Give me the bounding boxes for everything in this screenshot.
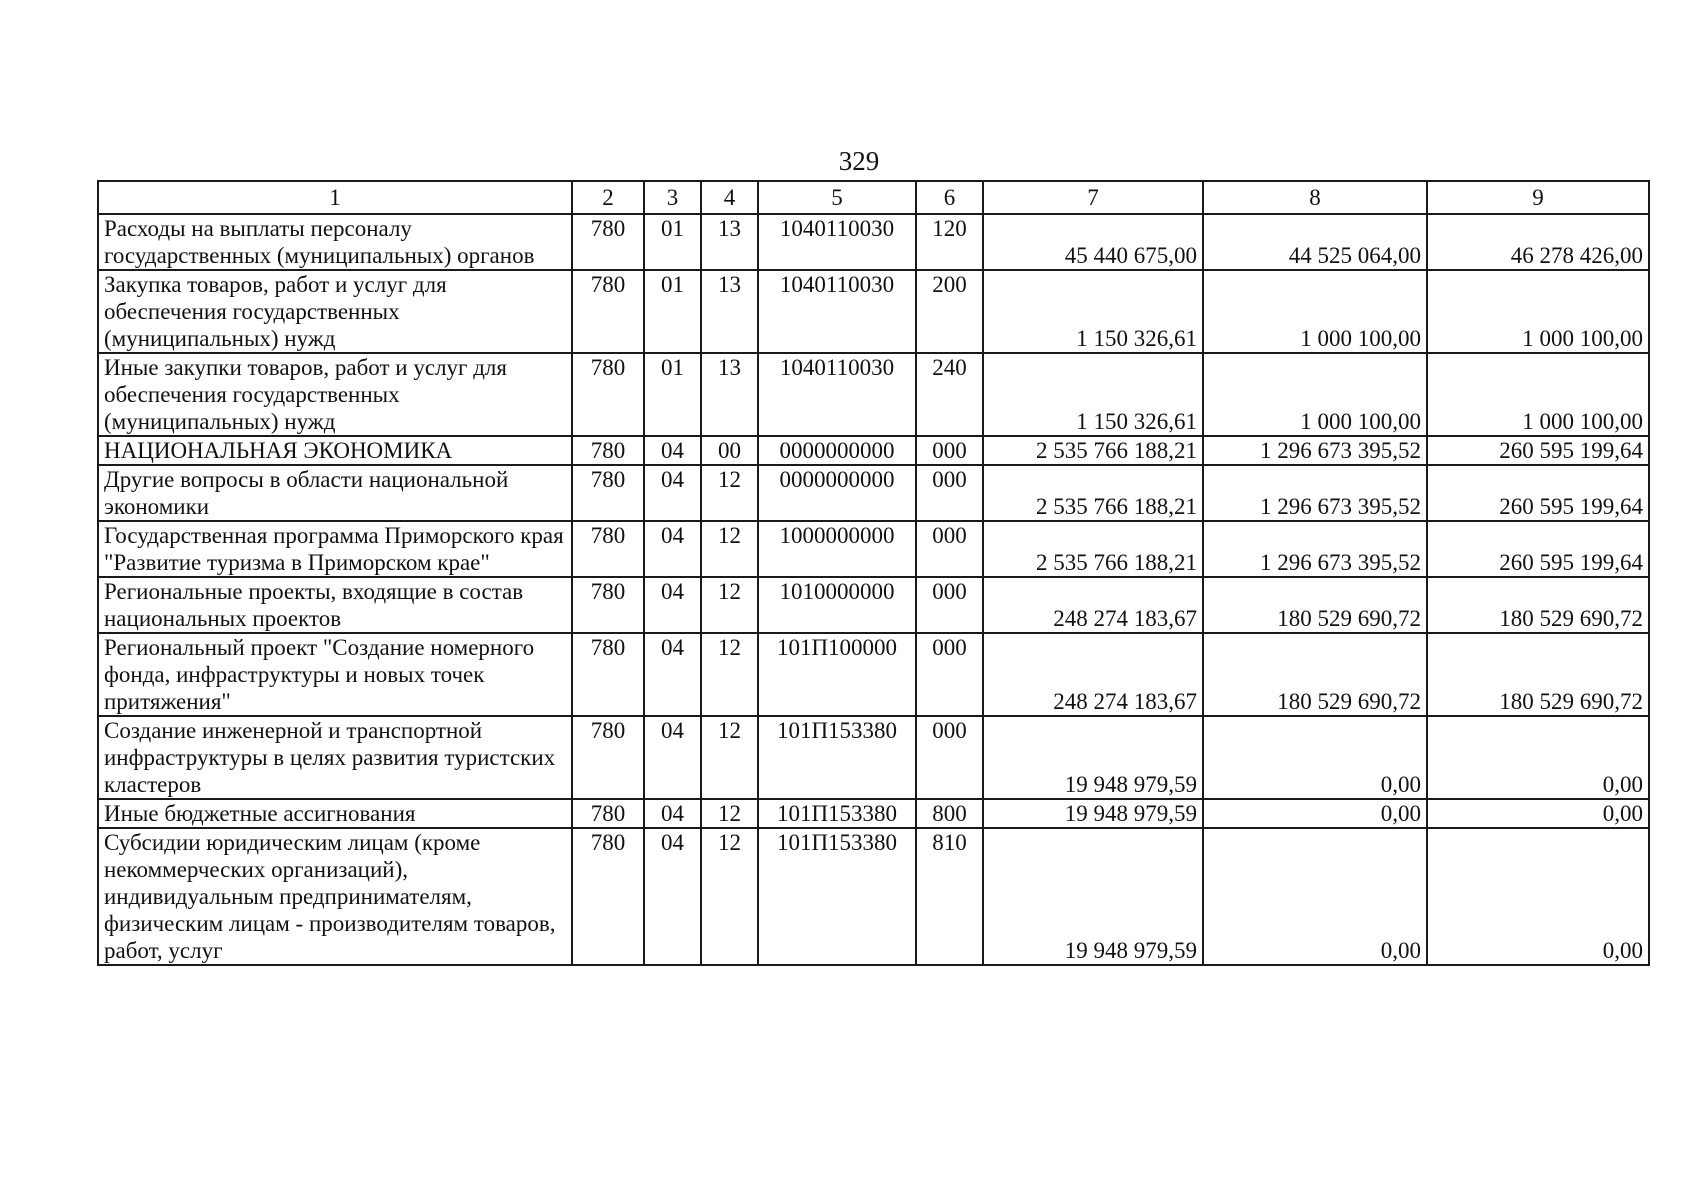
section-code: 01 bbox=[644, 270, 701, 353]
target-article-code: 0000000000 bbox=[758, 465, 916, 521]
amount-col-7: 2 535 766 188,21 bbox=[983, 465, 1203, 521]
expense-type-code: 200 bbox=[916, 270, 983, 353]
amount-col-8: 1 296 673 395,52 bbox=[1203, 436, 1427, 465]
amount-col-8: 180 529 690,72 bbox=[1203, 633, 1427, 716]
row-name: Создание инженерной и транспортной инфраструктуры в целях развития туристских кластеров bbox=[98, 716, 572, 799]
section-code: 01 bbox=[644, 214, 701, 270]
column-header: 6 bbox=[916, 181, 983, 214]
row-name: Иные бюджетные ассигнования bbox=[98, 799, 572, 828]
admin-code: 780 bbox=[572, 828, 644, 965]
admin-code: 780 bbox=[572, 353, 644, 436]
amount-col-9: 0,00 bbox=[1427, 799, 1649, 828]
column-header: 1 bbox=[98, 181, 572, 214]
column-header: 7 bbox=[983, 181, 1203, 214]
row-name: Региональный проект "Создание номерного фонда, инфраструктуры и новых точек притяжения" bbox=[98, 633, 572, 716]
amount-col-7: 2 535 766 188,21 bbox=[983, 521, 1203, 577]
row-name: Другие вопросы в области национальной экономики bbox=[98, 465, 572, 521]
expense-type-code: 000 bbox=[916, 633, 983, 716]
target-article-code: 1040110030 bbox=[758, 270, 916, 353]
admin-code: 780 bbox=[572, 799, 644, 828]
section-code: 04 bbox=[644, 577, 701, 633]
section-code: 04 bbox=[644, 465, 701, 521]
amount-col-8: 1 296 673 395,52 bbox=[1203, 465, 1427, 521]
amount-col-8: 0,00 bbox=[1203, 799, 1427, 828]
target-article-code: 101П153380 bbox=[758, 828, 916, 965]
column-header: 4 bbox=[701, 181, 758, 214]
amount-col-7: 1 150 326,61 bbox=[983, 353, 1203, 436]
subsection-code: 12 bbox=[701, 716, 758, 799]
subsection-code: 12 bbox=[701, 799, 758, 828]
expense-type-code: 000 bbox=[916, 436, 983, 465]
target-article-code: 1040110030 bbox=[758, 214, 916, 270]
amount-col-9: 260 595 199,64 bbox=[1427, 521, 1649, 577]
admin-code: 780 bbox=[572, 716, 644, 799]
target-article-code: 1040110030 bbox=[758, 353, 916, 436]
amount-col-7: 1 150 326,61 bbox=[983, 270, 1203, 353]
budget-table bbox=[97, 180, 1650, 966]
table-row bbox=[98, 577, 1649, 633]
expense-type-code: 000 bbox=[916, 577, 983, 633]
amount-col-7: 19 948 979,59 bbox=[983, 828, 1203, 965]
expense-type-code: 240 bbox=[916, 353, 983, 436]
amount-col-9: 0,00 bbox=[1427, 828, 1649, 965]
target-article-code: 101П153380 bbox=[758, 799, 916, 828]
expense-type-code: 000 bbox=[916, 521, 983, 577]
section-code: 04 bbox=[644, 799, 701, 828]
amount-col-8: 180 529 690,72 bbox=[1203, 577, 1427, 633]
section-code: 04 bbox=[644, 436, 701, 465]
amount-col-9: 180 529 690,72 bbox=[1427, 633, 1649, 716]
amount-col-7: 45 440 675,00 bbox=[983, 214, 1203, 270]
expense-type-code: 000 bbox=[916, 465, 983, 521]
admin-code: 780 bbox=[572, 436, 644, 465]
amount-col-8: 44 525 064,00 bbox=[1203, 214, 1427, 270]
table-row bbox=[98, 270, 1649, 353]
section-code: 04 bbox=[644, 633, 701, 716]
table-row bbox=[98, 465, 1649, 521]
row-name: Иные закупки товаров, работ и услуг для обеспечения государственных (муниципальных) нужд bbox=[98, 353, 572, 436]
amount-col-8: 0,00 bbox=[1203, 716, 1427, 799]
row-name: Государственная программа Приморского края "Развитие туризма в Приморском крае" bbox=[98, 521, 572, 577]
admin-code: 780 bbox=[572, 270, 644, 353]
target-article-code: 1010000000 bbox=[758, 577, 916, 633]
amount-col-9: 260 595 199,64 bbox=[1427, 465, 1649, 521]
target-article-code: 101П153380 bbox=[758, 716, 916, 799]
expense-type-code: 120 bbox=[916, 214, 983, 270]
row-name: Закупка товаров, работ и услуг для обеспечения государственных (муниципальных) нужд bbox=[98, 270, 572, 353]
subsection-code: 12 bbox=[701, 828, 758, 965]
subsection-code: 00 bbox=[701, 436, 758, 465]
subsection-code: 13 bbox=[701, 270, 758, 353]
amount-col-9: 1 000 100,00 bbox=[1427, 353, 1649, 436]
amount-col-7: 248 274 183,67 bbox=[983, 577, 1203, 633]
amount-col-9: 0,00 bbox=[1427, 716, 1649, 799]
amount-col-7: 2 535 766 188,21 bbox=[983, 436, 1203, 465]
amount-col-8: 1 296 673 395,52 bbox=[1203, 521, 1427, 577]
subsection-code: 13 bbox=[701, 353, 758, 436]
table-row bbox=[98, 633, 1649, 716]
section-code: 04 bbox=[644, 521, 701, 577]
column-header: 5 bbox=[758, 181, 916, 214]
subsection-code: 12 bbox=[701, 633, 758, 716]
table-row bbox=[98, 436, 1649, 465]
admin-code: 780 bbox=[572, 521, 644, 577]
amount-col-7: 19 948 979,59 bbox=[983, 716, 1203, 799]
header-row bbox=[98, 181, 1649, 214]
row-name: НАЦИОНАЛЬНАЯ ЭКОНОМИКА bbox=[98, 436, 572, 465]
column-header: 9 bbox=[1427, 181, 1649, 214]
column-header: 3 bbox=[644, 181, 701, 214]
admin-code: 780 bbox=[572, 465, 644, 521]
table-row bbox=[98, 214, 1649, 270]
amount-col-9: 46 278 426,00 bbox=[1427, 214, 1649, 270]
row-name: Расходы на выплаты персоналу государственных (муниципальных) органов bbox=[98, 214, 572, 270]
subsection-code: 12 bbox=[701, 521, 758, 577]
table-row bbox=[98, 799, 1649, 828]
expense-type-code: 000 bbox=[916, 716, 983, 799]
column-header: 2 bbox=[572, 181, 644, 214]
amount-col-9: 1 000 100,00 bbox=[1427, 270, 1649, 353]
amount-col-7: 248 274 183,67 bbox=[983, 633, 1203, 716]
expense-type-code: 810 bbox=[916, 828, 983, 965]
table-row bbox=[98, 828, 1649, 965]
section-code: 04 bbox=[644, 716, 701, 799]
amount-col-8: 1 000 100,00 bbox=[1203, 270, 1427, 353]
amount-col-9: 260 595 199,64 bbox=[1427, 436, 1649, 465]
subsection-code: 13 bbox=[701, 214, 758, 270]
expense-type-code: 800 bbox=[916, 799, 983, 828]
section-code: 04 bbox=[644, 828, 701, 965]
admin-code: 780 bbox=[572, 577, 644, 633]
admin-code: 780 bbox=[572, 214, 644, 270]
row-name: Субсидии юридическим лицам (кроме некоммерческих организаций), индивидуальным предпринимателям, физическим лицам - производителям товаров, работ, услуг bbox=[98, 828, 572, 965]
table-row bbox=[98, 716, 1649, 799]
amount-col-7: 19 948 979,59 bbox=[983, 799, 1203, 828]
table-row bbox=[98, 353, 1649, 436]
section-code: 01 bbox=[644, 353, 701, 436]
amount-col-8: 1 000 100,00 bbox=[1203, 353, 1427, 436]
subsection-code: 12 bbox=[701, 465, 758, 521]
page-number: 329 bbox=[838, 146, 880, 176]
admin-code: 780 bbox=[572, 633, 644, 716]
target-article-code: 0000000000 bbox=[758, 436, 916, 465]
row-name: Региональные проекты, входящие в состав национальных проектов bbox=[98, 577, 572, 633]
amount-col-9: 180 529 690,72 bbox=[1427, 577, 1649, 633]
amount-col-8: 0,00 bbox=[1203, 828, 1427, 965]
target-article-code: 1000000000 bbox=[758, 521, 916, 577]
column-header: 8 bbox=[1203, 181, 1427, 214]
table-row bbox=[98, 521, 1649, 577]
subsection-code: 12 bbox=[701, 577, 758, 633]
target-article-code: 101П100000 bbox=[758, 633, 916, 716]
